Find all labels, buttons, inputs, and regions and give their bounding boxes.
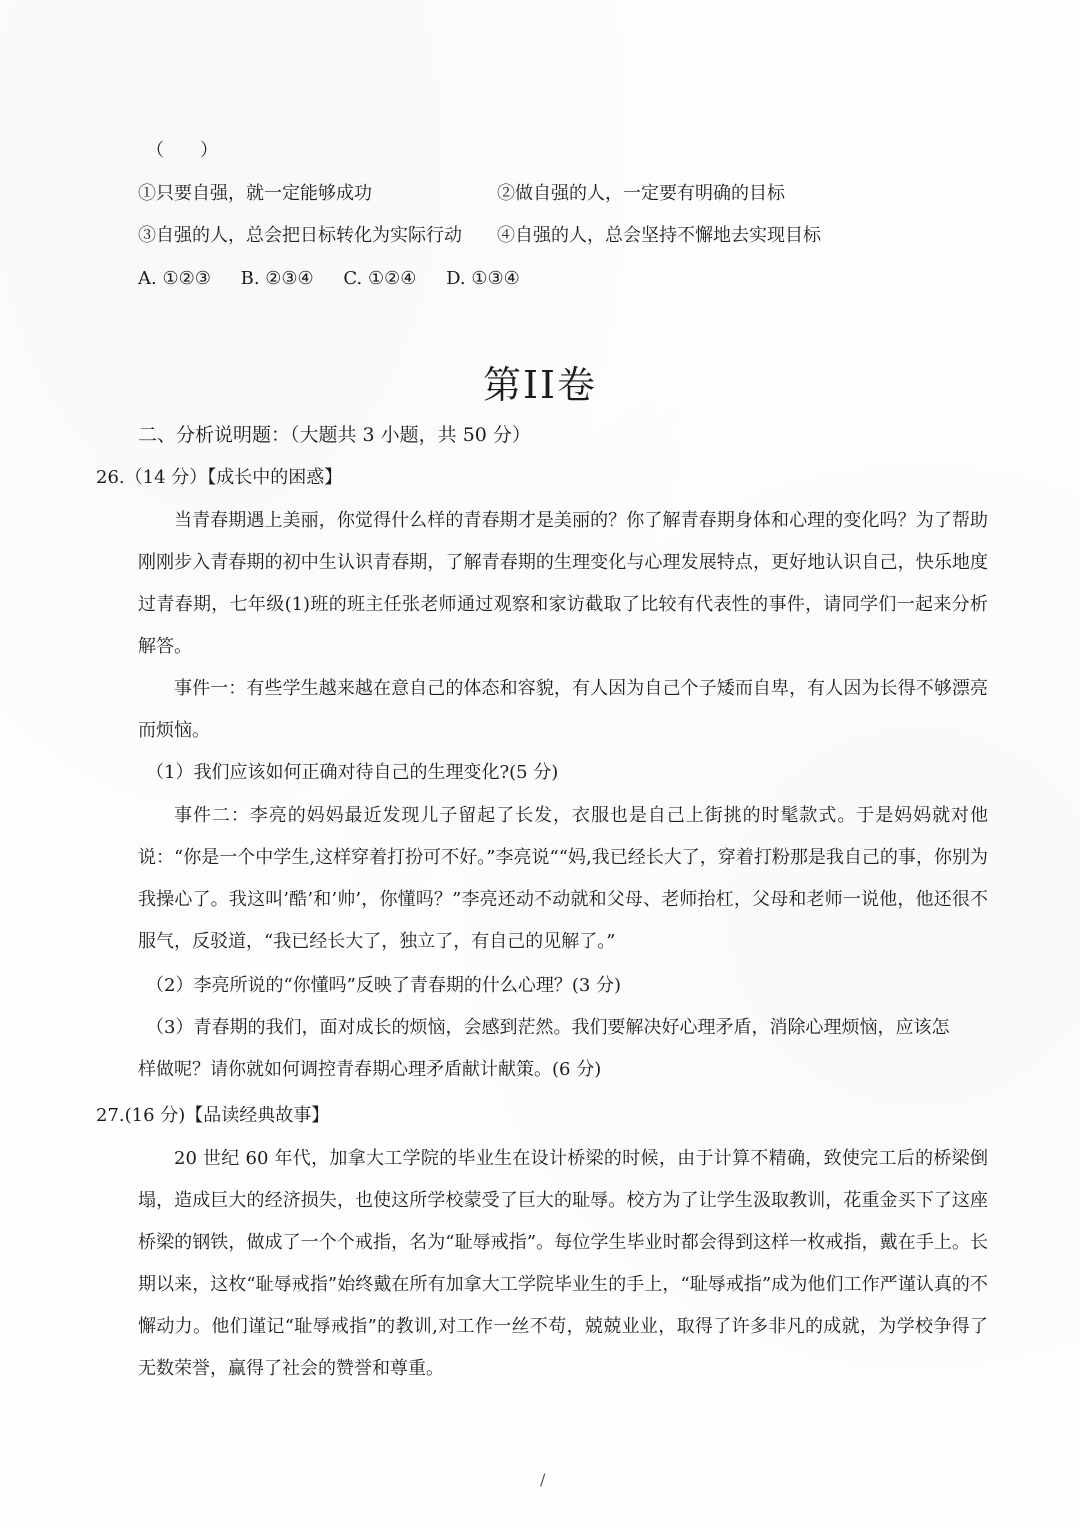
choice-c: C. ①②④ bbox=[343, 268, 417, 289]
question-26-event-1: 事件一：有些学生越来越在意自己的体态和容貌，有人因为自己个子矮而自卑，有人因为长得不够漂亮而烦恼。 bbox=[138, 678, 988, 741]
statement-option-2: ②做自强的人，一定要有明确的目标 bbox=[497, 183, 785, 204]
question-27-heading: 27.(16 分)【品读经典故事】 bbox=[96, 1105, 330, 1126]
choice-a: A. ①②③ bbox=[138, 268, 211, 289]
choice-d: D. ①③④ bbox=[446, 268, 520, 289]
statement-option-3: ③自强的人，总会把日标转化为实际行动 bbox=[138, 225, 462, 246]
statement-option-4: ④自强的人，总会坚持不懈地去实现目标 bbox=[497, 225, 821, 246]
page-mark: / bbox=[540, 1470, 546, 1489]
question-26-heading: 26.（14 分）【成长中的困惑】 bbox=[96, 467, 343, 488]
question-26-sub-3: （3）青春期的我们，面对成长的烦恼，会感到茫然。我们要解决好心理矛盾，消除心理烦恼，应该怎 bbox=[146, 1017, 950, 1038]
answer-choices bbox=[138, 267, 544, 291]
question-27-story: 20 世纪 60 年代，加拿大工学院的毕业生在设计桥梁的时候，由于计算不精确，致使完工后的桥梁倒塌，造成巨大的经济损失，也使这所学校蒙受了巨大的耻辱。校方为了让学生汲取教训，花重金买下了这座桥梁的钢铁，做成了一个个戒指，名为“耻辱戒指”。每位学生毕业时都会得到这样一枚戒指，戴在手上。长期以来，这枚“耻辱戒指”始终戴在所有加拿大工学院毕业生的手上，“耻辱戒指”成为他们工作严谨认真的不懈动力。他们谨记“耻辱戒指”的教训,对工作一丝不苟，兢兢业业，取得了许多非凡的成就，为学校争得了无数荣誉，赢得了社会的赞誉和尊重。 bbox=[138, 1148, 988, 1379]
choice-b: B. ②③④ bbox=[240, 268, 314, 289]
statement-option-1: ①只要自强，就一定能够成功 bbox=[138, 183, 372, 204]
question-26-intro: 当青春期遇上美丽，你觉得什么样的青春期才是美丽的？你了解青春期身体和心理的变化吗？为了帮助刚刚步入青春期的初中生认识青春期，了解青春期的生理变化与心理发展特点，更好地认识自己，快乐地度过青春期，七年级(1)班的班主任张老师通过观察和家访截取了比较有代表性的事件，请同学们一起来分析解答。 bbox=[138, 510, 988, 657]
question-26-sub-3-continued: 样做呢？请你就如何调控青春期心理矛盾献计献策。(6 分) bbox=[138, 1059, 602, 1080]
question-26-sub-1: （1）我们应该如何正确对待自己的生理变化?(5 分) bbox=[146, 762, 559, 783]
question-26-sub-2: （2）李亮所说的“你懂吗”反映了青春期的什么心理？(3 分) bbox=[146, 975, 622, 996]
answer-bracket: （ ） bbox=[146, 140, 218, 161]
section-heading: 二、分析说明题：（大题共 3 小题，共 50 分） bbox=[138, 424, 531, 446]
volume-title: 第II卷 bbox=[482, 363, 598, 407]
question-26-event-2: 事件二：李亮的妈妈最近发现儿子留起了长发，衣服也是自己上街挑的时髦款式。于是妈妈就对他说：“你是一个中学生,这样穿着打扮可不好。”李亮说““妈,我已经长大了，穿着打粉那是我自己的事，你别为我操心了。我这叫’酷’和’帅’，你懂吗？”李亮还动不动就和父母、老师抬杠，父母和老师一说他，他还很不服气，反驳道，“我已经长大了，独立了，有自己的见解了。” bbox=[138, 805, 988, 952]
